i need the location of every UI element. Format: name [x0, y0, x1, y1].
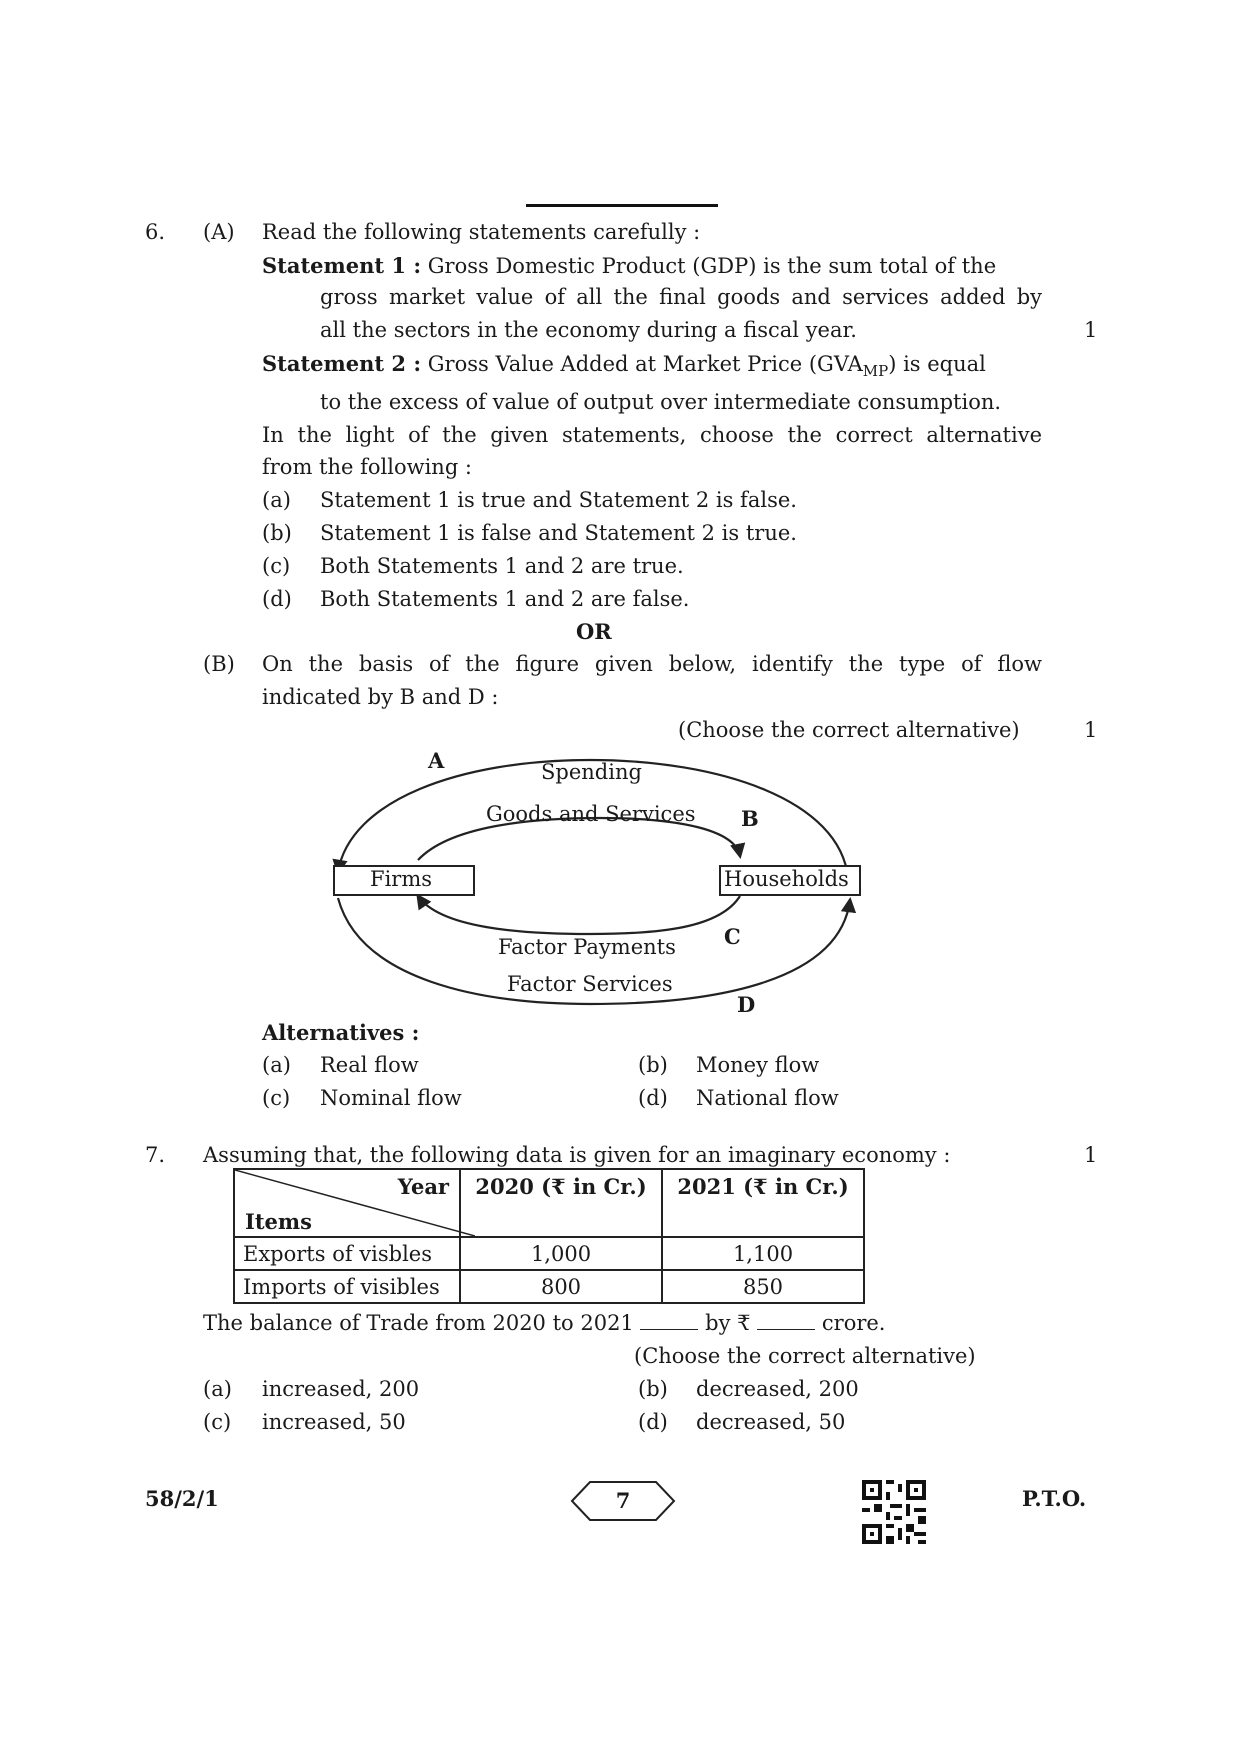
alternative-label: (a)	[262, 1053, 291, 1077]
q6a-question-line2: from the following :	[262, 455, 473, 479]
alternative-label: (d)	[638, 1086, 668, 1110]
q6a-question-line1: In the light of the given statements, choose the correct alternative	[262, 423, 1042, 447]
q7-option-text: decreased, 200	[696, 1377, 859, 1401]
column-header: 2021 (₹ in Cr.)	[662, 1169, 864, 1237]
q7-option-label: (b)	[638, 1377, 668, 1401]
table-cell-value: 800	[460, 1270, 662, 1303]
q6a-option-text: Statement 1 is true and Statement 2 is false.	[320, 488, 797, 512]
diagram-label-d: D	[737, 992, 756, 1017]
statement-1-line1: Gross Domestic Product (GDP) is the sum total of the	[427, 254, 997, 278]
column-header: 2020 (₹ in Cr.)	[460, 1169, 662, 1237]
diagram-firms: Firms	[370, 867, 433, 891]
pto-label: P.T.O.	[1022, 1486, 1087, 1511]
q7-option-label: (a)	[203, 1377, 232, 1401]
statement-1-line3: all the sectors in the economy during a fiscal year.	[320, 318, 857, 342]
q6-number: 6.	[145, 220, 166, 244]
table-cell-item: Exports of visbles	[234, 1237, 460, 1270]
diagram-label-c: C	[724, 924, 741, 949]
diagram-factor-payments: Factor Payments	[498, 935, 676, 959]
fill-blank-1	[640, 1311, 698, 1330]
q6a-intro: Read the following statements carefully :	[262, 220, 701, 244]
q6b-line1: On the basis of the figure given below, identify the type of flow	[262, 652, 1042, 676]
trade-data-table	[233, 1168, 865, 1304]
q6b-choose: (Choose the correct alternative)	[678, 718, 1020, 742]
q7-choose: (Choose the correct alternative)	[634, 1344, 976, 1368]
alternative-text: Real flow	[320, 1053, 419, 1077]
qr-code-icon	[862, 1480, 926, 1544]
inner-bottom-arrow	[418, 896, 740, 934]
table-row	[234, 1237, 864, 1270]
statement-2-line2: to the excess of value of output over intermediate consumption.	[320, 390, 1002, 414]
q7-option-text: decreased, 50	[696, 1410, 846, 1434]
alternative-label: (b)	[638, 1053, 668, 1077]
q6b-marks: 1	[1084, 718, 1098, 742]
table-header-row	[234, 1169, 864, 1237]
statement-1	[262, 253, 1042, 278]
q7-option-text: increased, 200	[262, 1377, 420, 1401]
q7-intro: Assuming that, the following data is given for an imaginary economy :	[203, 1143, 951, 1167]
q7-option-label: (d)	[638, 1410, 668, 1434]
fill-blank-2	[757, 1311, 815, 1330]
q6a-option-label: (b)	[262, 521, 292, 545]
alternative-label: (c)	[262, 1086, 291, 1110]
q6b-label: (B)	[203, 652, 235, 676]
diagram-spending: Spending	[541, 760, 642, 784]
diagram-goods-services: Goods and Services	[486, 802, 696, 826]
alternative-text: Nominal flow	[320, 1086, 462, 1110]
statement-2-line1-pre: Gross Value Added at Market Price (GVA	[427, 352, 863, 376]
statement-1-line2: gross market value of all the final goods and services added by	[320, 285, 1042, 309]
table-row	[234, 1270, 864, 1303]
q6a-label: (A)	[203, 220, 235, 244]
q7-fill-sentence	[203, 1311, 885, 1335]
corner-year: Year	[397, 1174, 449, 1199]
fill-mid: by ₹	[705, 1311, 751, 1335]
statement-2	[262, 351, 986, 380]
statement-2-subscript: MP	[862, 362, 889, 381]
page-number: 7	[615, 1488, 631, 1513]
q6a-option-text: Statement 1 is false and Statement 2 is true.	[320, 521, 797, 545]
q6a-option-label: (c)	[262, 554, 291, 578]
q7-option-label: (c)	[203, 1410, 232, 1434]
table-cell-value: 1,000	[460, 1237, 662, 1270]
q6a-option-label: (d)	[262, 587, 292, 611]
q6b-line2: indicated by B and D :	[262, 685, 499, 709]
or-separator: OR	[576, 619, 612, 644]
paper-code: 58/2/1	[145, 1486, 219, 1511]
table-cell-value: 850	[662, 1270, 864, 1303]
header-rule	[526, 204, 718, 207]
q6a-marks: 1	[1084, 318, 1098, 342]
alternative-text: National flow	[696, 1086, 839, 1110]
diagram-factor-services: Factor Services	[507, 972, 673, 996]
corner-items: Items	[245, 1209, 312, 1234]
statement-2-line1-post: ) is equal	[888, 352, 986, 376]
q6a-option-text: Both Statements 1 and 2 are true.	[320, 554, 684, 578]
q6a-option-label: (a)	[262, 488, 291, 512]
table-corner-cell	[234, 1169, 460, 1237]
diagram-label-b: B	[741, 806, 759, 831]
q7-marks: 1	[1084, 1143, 1098, 1167]
q7-number: 7.	[145, 1143, 166, 1167]
q7-option-text: increased, 50	[262, 1410, 406, 1434]
diagram-label-a: A	[428, 748, 445, 773]
q6a-option-text: Both Statements 1 and 2 are false.	[320, 587, 690, 611]
fill-post: crore.	[821, 1311, 886, 1335]
statement-1-label: Statement 1 :	[262, 253, 422, 278]
statement-2-label: Statement 2 :	[262, 351, 422, 376]
diagram-households: Households	[724, 867, 849, 891]
alternatives-heading: Alternatives :	[262, 1020, 420, 1045]
table-cell-item: Imports of visibles	[234, 1270, 460, 1303]
alternative-text: Money flow	[696, 1053, 820, 1077]
fill-pre: The balance of Trade from 2020 to 2021	[203, 1311, 634, 1335]
table-cell-value: 1,100	[662, 1237, 864, 1270]
